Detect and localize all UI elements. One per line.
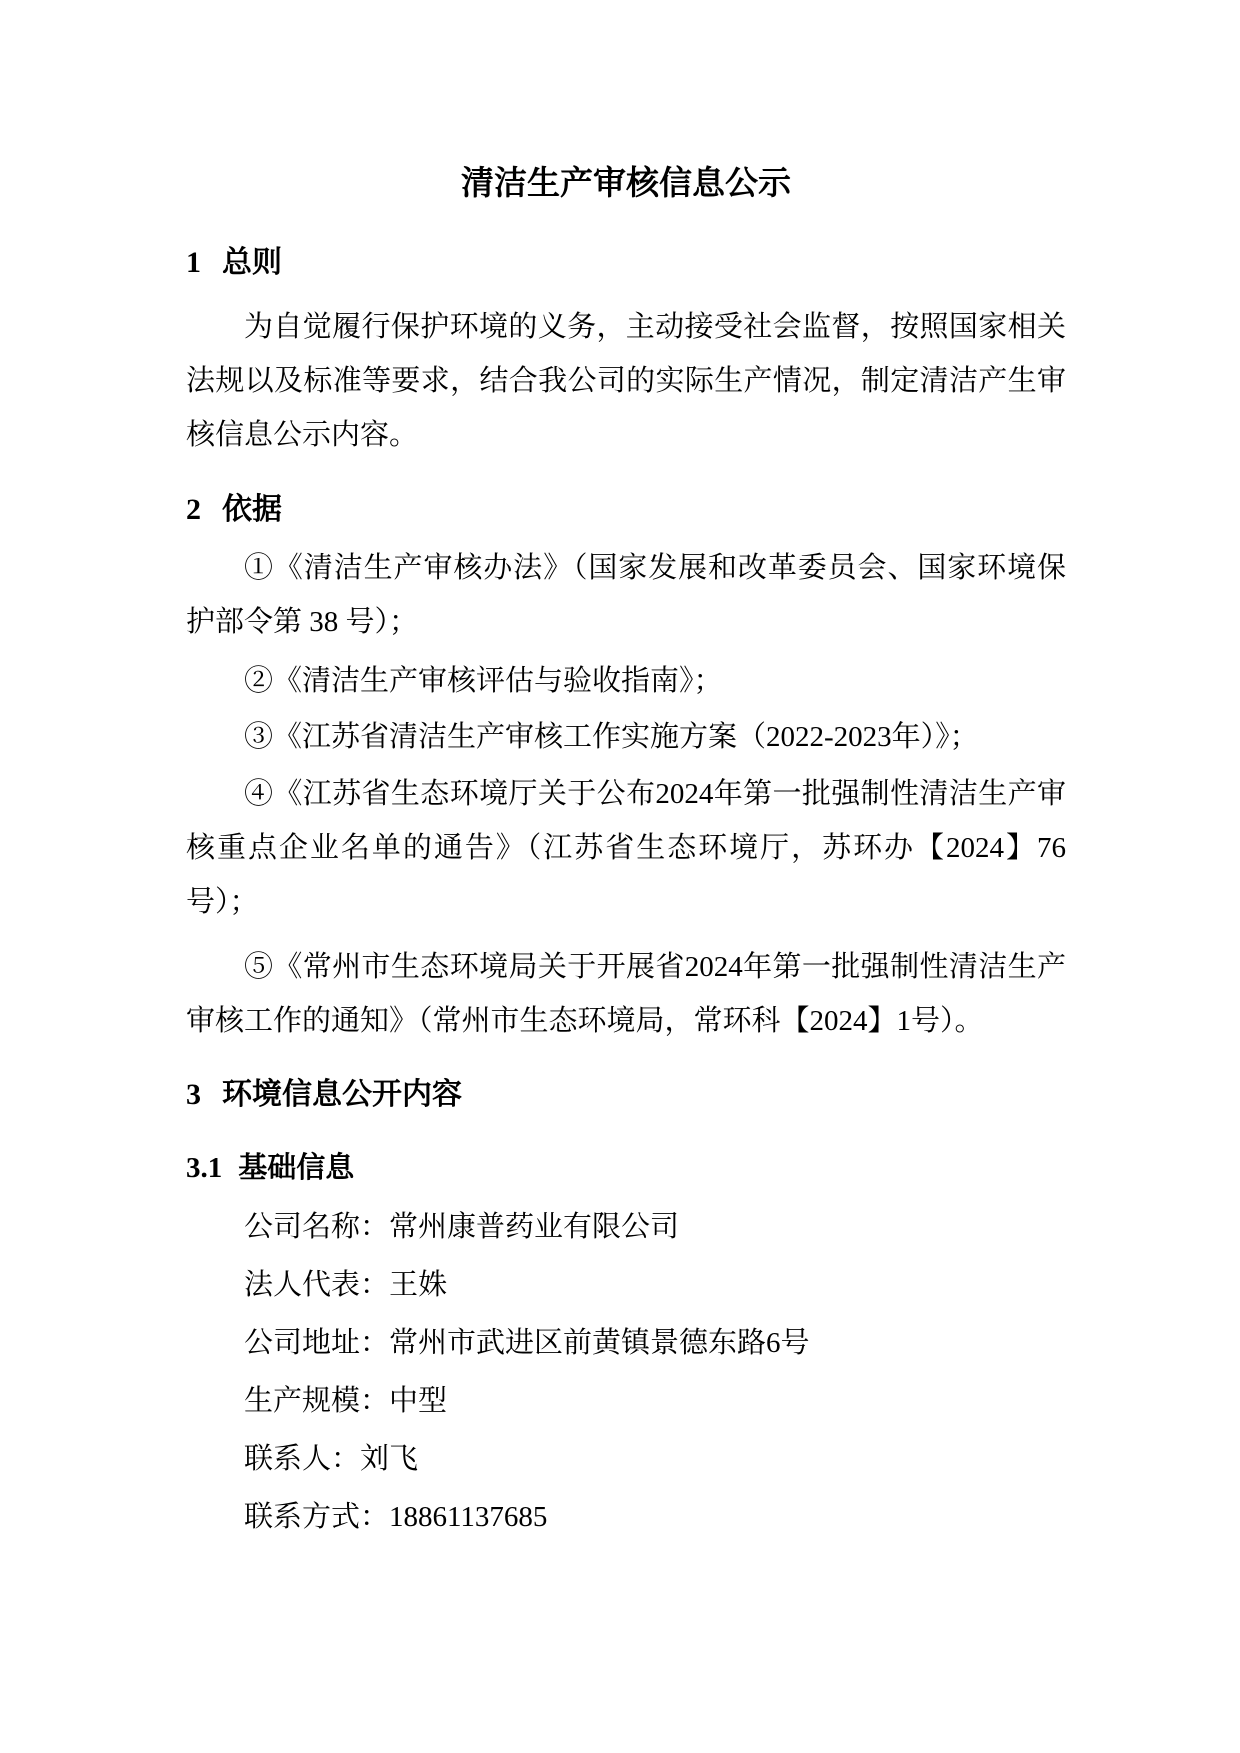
info-line-contact-person: 联系人：刘飞 (244, 1443, 419, 1475)
info-line-contact-phone: 联系方式：18861137685 (244, 1501, 548, 1533)
basis-list-item-2: ②《清洁生产审核评估与验收指南》； (244, 665, 723, 697)
section-heading-2 (186, 485, 1066, 535)
document-title: 清洁生产审核信息公示 (461, 166, 791, 202)
basis-list-item-3: ③《江苏省清洁生产审核工作实施方案（2022-2023年）》； (244, 721, 979, 753)
section-heading-text: 总则 (222, 246, 282, 279)
subsection-number: 3.1 (186, 1152, 223, 1184)
section-number: 2 (186, 493, 201, 526)
section-heading-text: 依据 (222, 493, 282, 526)
section-heading-text: 环境信息公开内容 (222, 1078, 462, 1111)
basis-list-item-5: ⑤《常州市生态环境局关于开展省2024年第一批强制性清洁生产审核工作的通知》（常州市生态环境局，常环科【2024】1号）。 (186, 951, 1066, 1037)
info-line-company-name: 公司名称：常州康普药业有限公司 (244, 1211, 680, 1243)
info-line-legal-rep: 法人代表：王姝 (244, 1269, 448, 1301)
subsection-heading-3-1 (186, 1143, 1066, 1193)
basic-info-block (186, 1198, 1066, 1546)
basis-list-item-4: ④《江苏省生态环境厅关于公布2024年第一批强制性清洁生产审核重点企业名单的通告》（江苏省生态环境厅，苏环办【2024】76号）； (186, 778, 1066, 918)
section-number: 1 (186, 246, 201, 279)
info-line-scale: 生产规模：中型 (244, 1385, 448, 1417)
paragraph-general-principles: 为自觉履行保护环境的义务，主动接受社会监督，按照国家相关法规以及标准等要求，结合我公司的实际生产情况，制定清洁产生审核信息公示内容。 (186, 311, 1066, 451)
section-heading-3 (186, 1070, 1066, 1120)
section-number: 3 (186, 1078, 201, 1111)
basis-list-item-1: ①《清洁生产审核办法》（国家发展和改革委员会、国家环境保护部令第 38 号）； (186, 552, 1066, 638)
section-heading-1 (186, 238, 1066, 288)
info-line-address: 公司地址：常州市武进区前黄镇景德东路6号 (244, 1327, 810, 1359)
subsection-heading-text: 基础信息 (238, 1152, 355, 1184)
